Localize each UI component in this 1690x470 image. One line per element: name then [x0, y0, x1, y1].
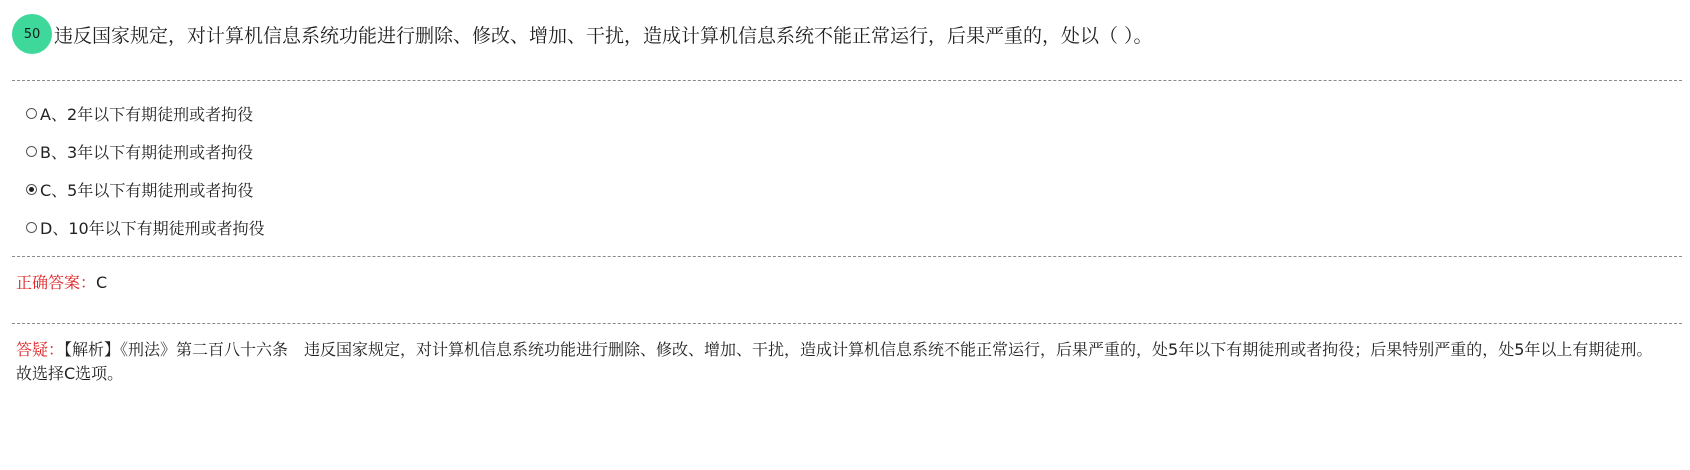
- analysis-label: 答疑：: [16, 340, 65, 359]
- option-label: C、5年以下有期徒刑或者拘役: [40, 180, 254, 200]
- question-text: 违反国家规定，对计算机信息系统功能进行删除、修改、增加、干扰，造成计算机信息系统不能正常运行，后果严重的，处以（ ）。: [54, 24, 1153, 47]
- option-c[interactable]: [26, 170, 265, 208]
- analysis-block: [16, 338, 1656, 386]
- correct-answer-value: C: [96, 273, 108, 292]
- radio-button[interactable]: [26, 108, 37, 119]
- option-d[interactable]: [26, 208, 265, 246]
- radio-button-selected[interactable]: [26, 184, 37, 195]
- option-b[interactable]: [26, 132, 265, 170]
- question-number-badge: 50: [12, 14, 52, 54]
- question-header: [12, 17, 1153, 51]
- correct-answer-row: [16, 270, 107, 293]
- option-label: D、10年以下有期徒刑或者拘役: [40, 218, 265, 238]
- option-label: B、3年以下有期徒刑或者拘役: [40, 142, 254, 162]
- correct-answer-label: 正确答案：: [16, 273, 97, 292]
- options-list: [26, 94, 265, 246]
- option-label: A、2年以下有期徒刑或者拘役: [40, 104, 254, 124]
- radio-button[interactable]: [26, 222, 37, 233]
- divider: [12, 323, 1682, 324]
- radio-button[interactable]: [26, 146, 37, 157]
- divider: [12, 256, 1682, 257]
- divider: [12, 80, 1682, 81]
- analysis-text: 【解析】《刑法》第二百八十六条 违反国家规定，对计算机信息系统功能进行删除、修改、增加、干扰，造成计算机信息系统不能正常运行，后果严重的，处5年以下有期徒刑或者拘役；后果特别严重的，处5年以上有期徒刑。故选择C选项。: [16, 340, 1653, 383]
- option-a[interactable]: [26, 94, 265, 132]
